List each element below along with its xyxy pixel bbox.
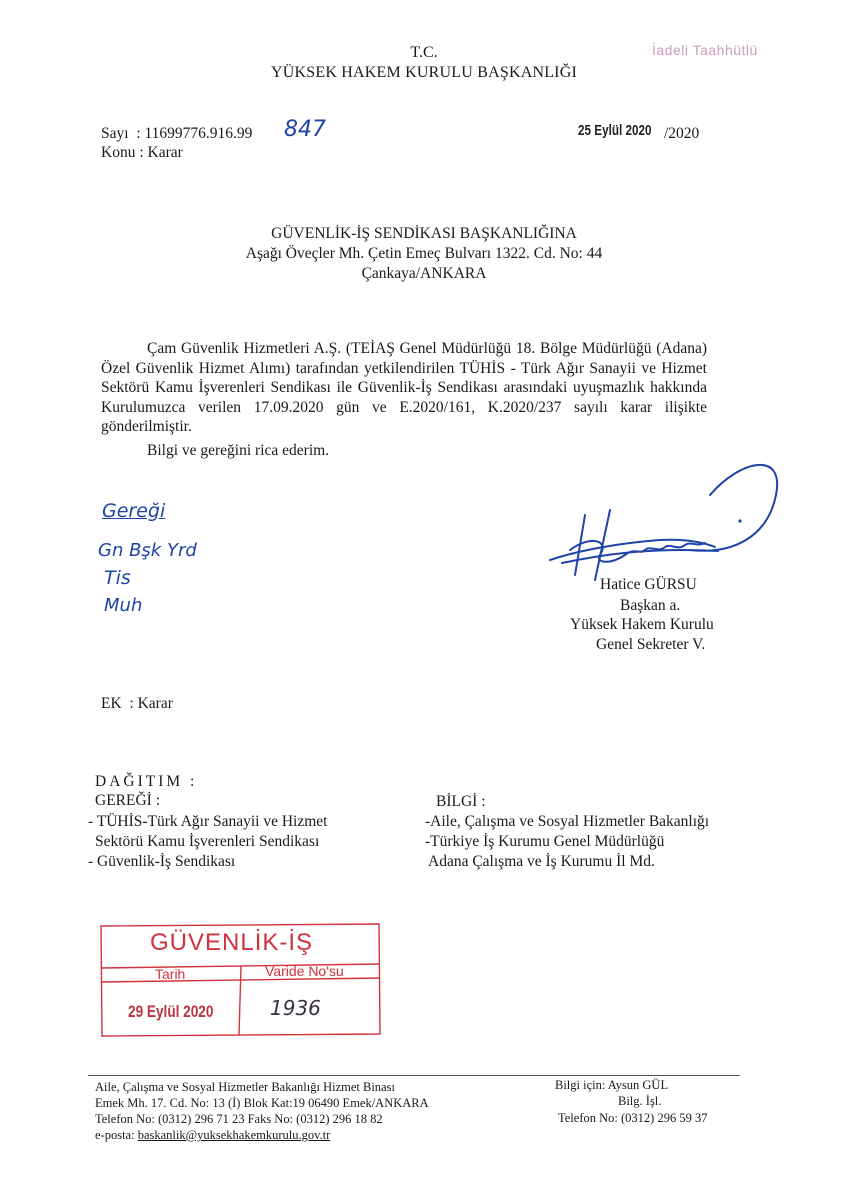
footer-contact-person: Bilgi için: Aysun GÜL (555, 1078, 669, 1092)
recipient-city: Çankaya/ANKARA (361, 265, 487, 282)
ek-label: EK (101, 695, 122, 712)
header-institution: YÜKSEK HAKEM KURULU BAŞKANLIĞI (271, 64, 577, 81)
receipt-number: 1936 (270, 996, 321, 1020)
konu-label: Konu (101, 144, 136, 161)
ek-row (101, 695, 173, 713)
konu-row (101, 144, 183, 162)
bilgi-item-2: -Türkiye İş Kurumu Genel Müdürlüğü (425, 833, 665, 850)
footer-email-row (95, 1128, 330, 1143)
receipt-col2-label: Varide No'su (265, 963, 344, 979)
geregi-item-3: - Güvenlik-İş Sendikası (88, 853, 236, 870)
body-paragraph: Çam Güvenlik Hizmetleri A.Ş. (TEİAŞ Genel Müdürlüğü 18. Bölge Müdürlüğü (Adana) Özel Güvenlik Hizmet Alımı) tarafından yetkilendirilen TÜHİS - Türk Ağır Sanayii ve Hizmet Sektörü Kamu İşverenleri Sendikası ile Güvenlik-İş Sendikası arasındaki uyuşmazlık hakkında Kurulumuzca verilen 17.09.2020 gün ve E.2020/161, K.2020/237 sayılı karar ilişikte gönderilmiştir. (101, 340, 707, 436)
sayi-row (101, 125, 252, 143)
header-tc: T.C. (410, 44, 438, 61)
iadeli-taahhutlu-stamp: İadeli Taahhütlü (652, 42, 758, 58)
receipt-date: 29 Eylül 2020 (128, 1002, 214, 1021)
footer-contact-role: Bilg. İşl. (618, 1094, 662, 1108)
footer-phone: Telefon No: (0312) 296 71 23 Faks No: (0312) 296 18 82 (95, 1112, 383, 1126)
body-closing: Bilgi ve gereğini rica ederim. (147, 442, 330, 459)
signature-scribble (540, 455, 790, 595)
footer-address-1: Aile, Çalışma ve Sosyal Hizmetler Bakanlığı Hizmet Binası (95, 1080, 395, 1094)
footer-email-link[interactable]: baskanlik@yuksekhakemkurulu.gov.tr (137, 1128, 331, 1142)
receipt-stamp-title: GÜVENLİK-İŞ (150, 929, 314, 956)
konu-value: : Karar (139, 144, 183, 161)
handwritten-muh: Muh (104, 595, 143, 616)
geregi-label: GEREĞİ : (95, 792, 161, 809)
bilgi-item-3: Adana Çalışma ve İş Kurumu İl Md. (428, 853, 655, 870)
recipient-name: GÜVENLİK-İŞ SENDİKASI BAŞKANLIĞINA (271, 225, 577, 242)
handwritten-geregi: Gereği (102, 500, 166, 522)
bilgi-item-1: -Aile, Çalışma ve Sosyal Hizmetler Bakanlığı (425, 813, 710, 830)
ek-value: : Karar (129, 695, 173, 712)
sayi-label: Sayı (101, 125, 129, 142)
signature-dot (738, 519, 741, 522)
sayi-value: : 11699776.916.99 (136, 125, 253, 142)
signer-title2: Yüksek Hakem Kurulu (570, 616, 714, 633)
footer-divider (88, 1075, 740, 1076)
date-stamp: 25 Eylül 2020 (578, 122, 652, 139)
handwritten-tis: Tis (104, 567, 131, 589)
geregi-item-2: Sektörü Kamu İşverenleri Sendikası (95, 833, 320, 850)
signer-title1: Başkan a. (620, 597, 681, 614)
recipient-address: Aşağı Öveçler Mh. Çetin Emeç Bulvarı 1322. Cd. No: 44 (245, 245, 603, 262)
footer-email-label: e-posta: (95, 1128, 138, 1142)
handwritten-gn-bsk-yrd: Gn Bşk Yrd (98, 540, 197, 561)
footer-address-2: Emek Mh. 17. Cd. No: 13 (İ) Blok Kat:19 06490 Emek/ANKARA (95, 1096, 429, 1110)
date-suffix: /2020 (664, 125, 700, 142)
sayi-handwritten: 847 (284, 117, 326, 142)
footer-contact-phone: Telefon No: (0312) 296 59 37 (558, 1111, 708, 1125)
geregi-item-1: - TÜHİS-Türk Ağır Sanayii ve Hizmet (88, 813, 328, 830)
signer-name: Hatice GÜRSU (600, 576, 697, 593)
bilgi-label: BİLGİ : (436, 793, 486, 810)
distribution-heading: DAĞITIM : (95, 773, 198, 790)
signer-title3: Genel Sekreter V. (596, 636, 706, 653)
receipt-col1-label: Tarih (155, 966, 186, 982)
